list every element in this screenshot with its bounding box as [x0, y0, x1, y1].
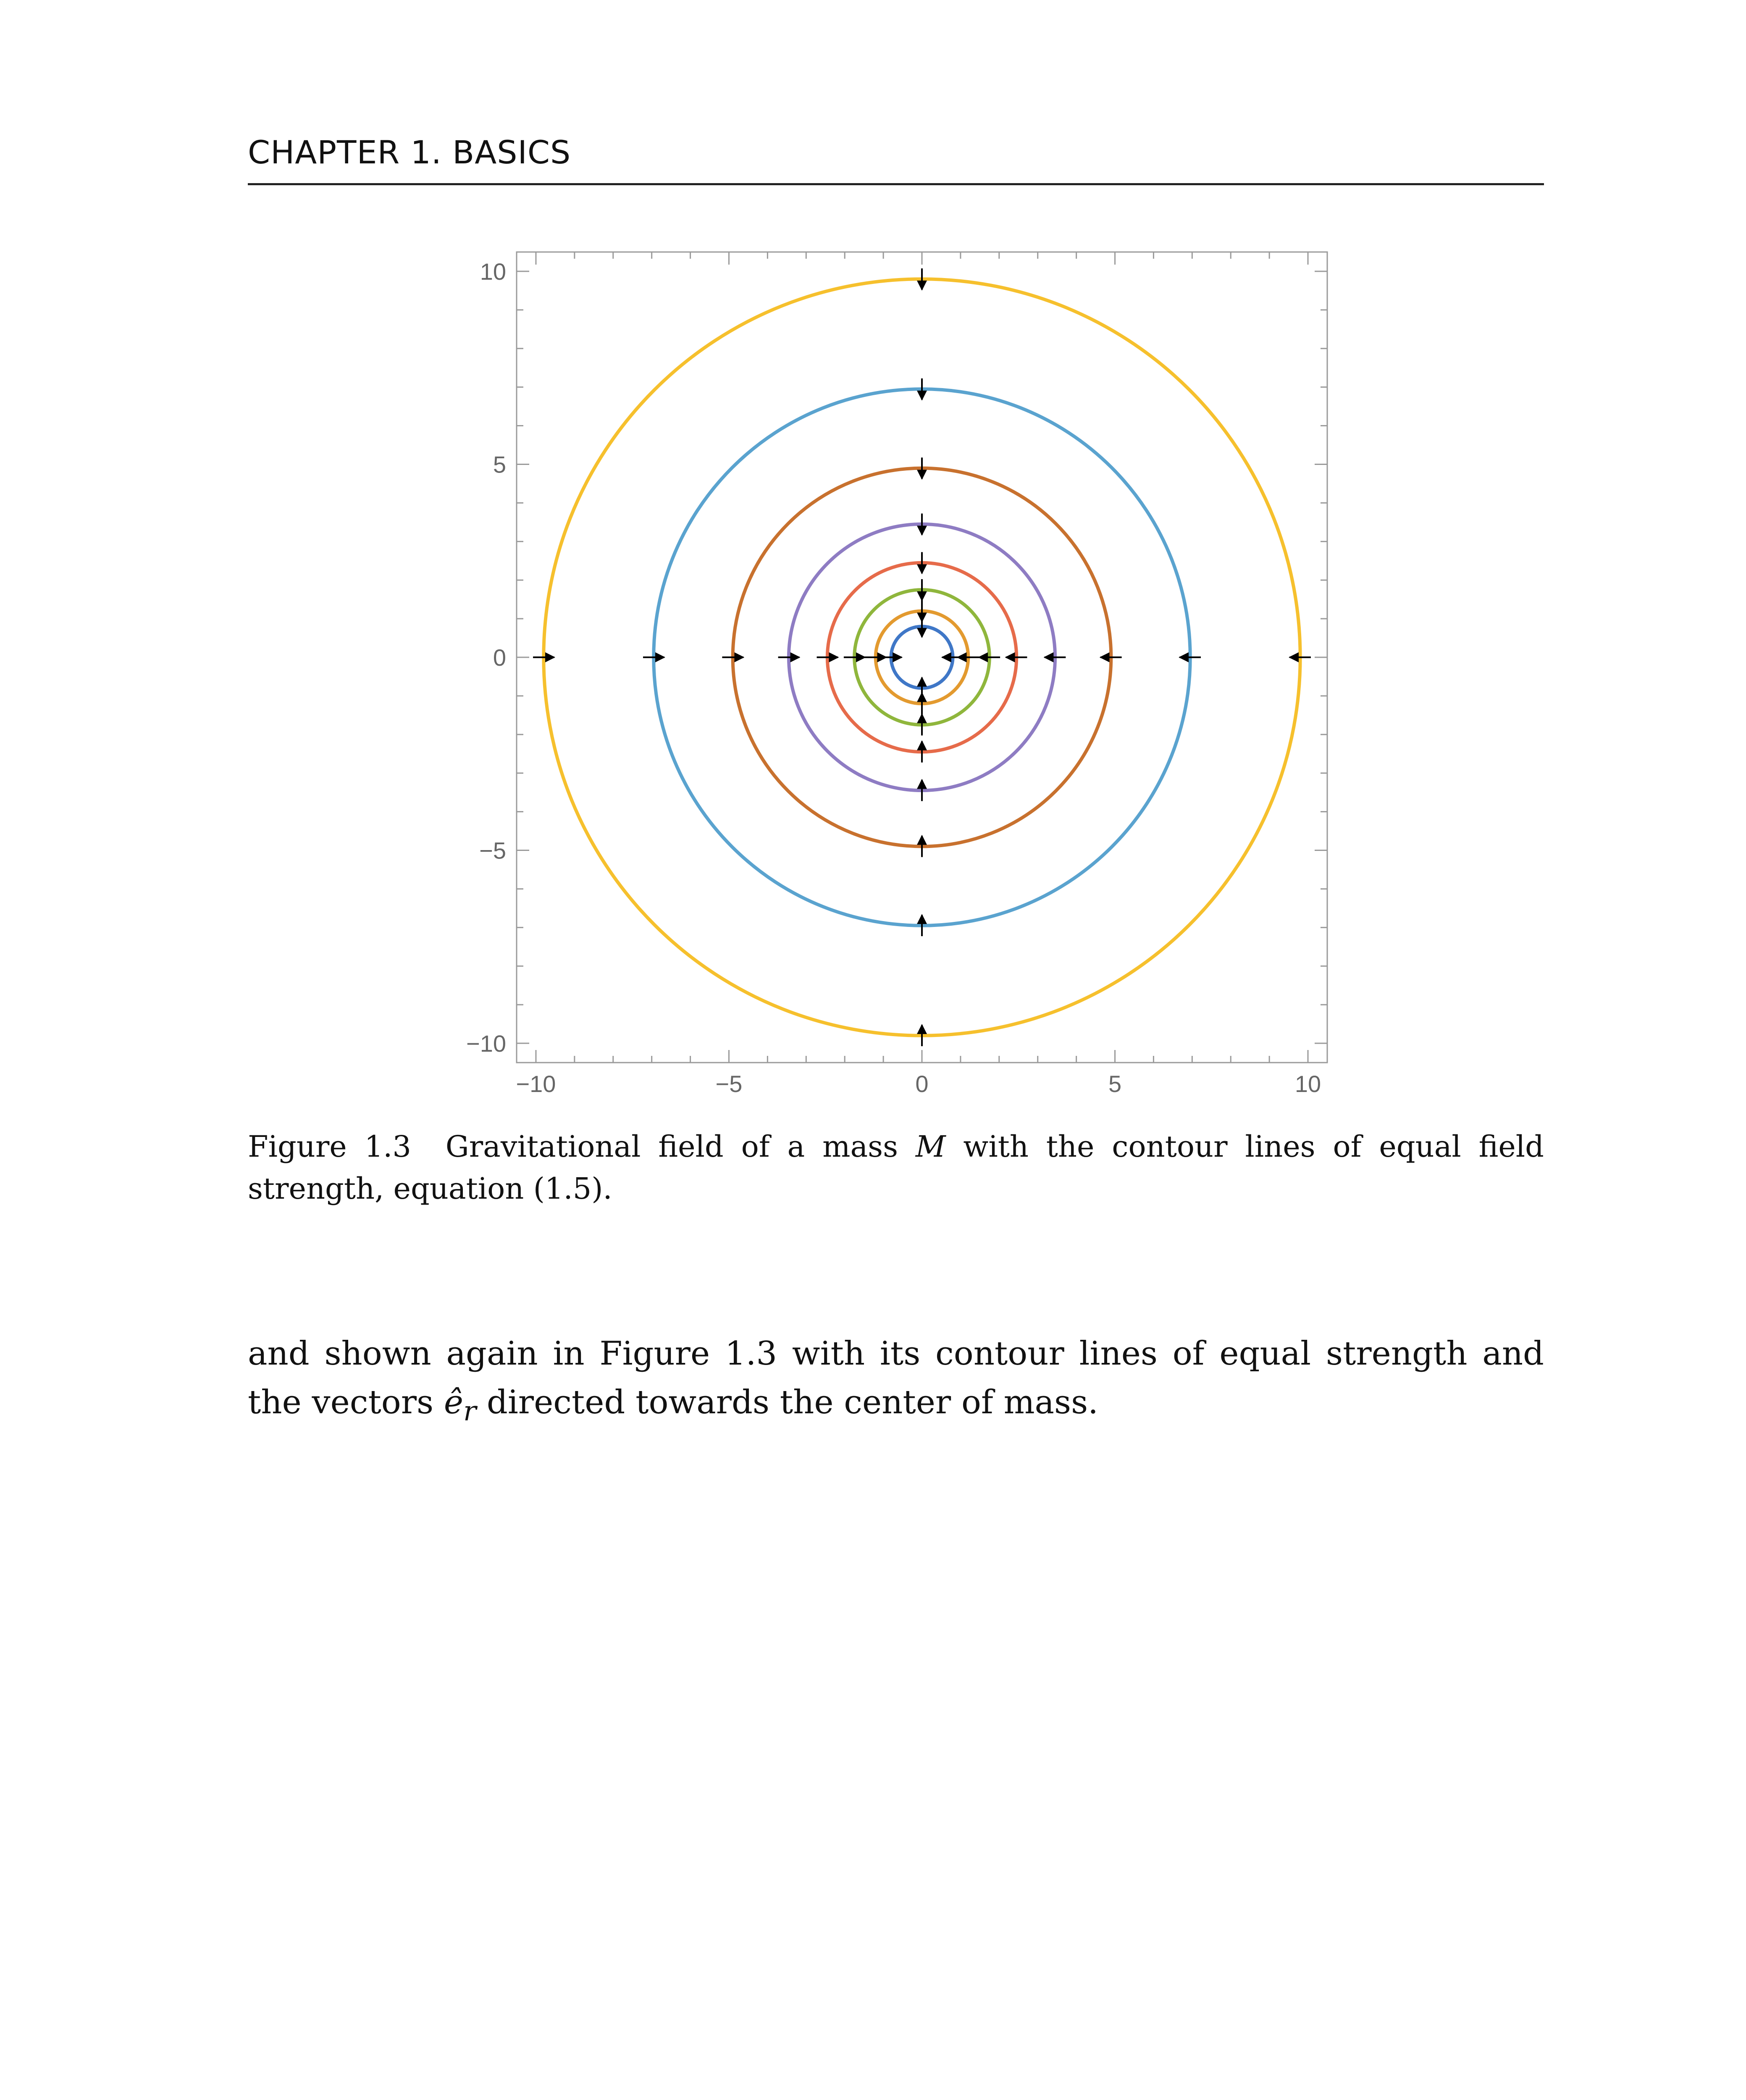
- plot-frame: [517, 252, 1327, 1063]
- body-text-end: directed towards the center of mass.: [476, 1383, 1098, 1421]
- field-vectors: [533, 268, 1311, 1046]
- unit-vector-symbol: [444, 1383, 477, 1427]
- y-tick-label: −5: [479, 837, 506, 864]
- x-tick-label: 5: [1108, 1071, 1122, 1097]
- y-tick-label: −10: [466, 1030, 506, 1057]
- unit-vector-subscript: r: [463, 1395, 477, 1427]
- x-tick-label: 10: [1294, 1071, 1321, 1097]
- x-tick-label: −5: [715, 1071, 743, 1097]
- figure-caption: [248, 1126, 1544, 1210]
- unit-vector-base: ê: [444, 1383, 464, 1421]
- x-tick-label: 0: [915, 1071, 929, 1097]
- caption-text-end: with the contour lines of equal field strength, equation (1.5).: [248, 1129, 1544, 1206]
- y-tick-label: 5: [493, 451, 506, 478]
- caption-text-start: Gravitational field of a mass: [445, 1129, 916, 1164]
- caption-symbol-mass: M: [915, 1129, 946, 1164]
- running-head: CHAPTER 1. BASICS: [248, 134, 571, 171]
- y-tick-label: 0: [493, 644, 506, 671]
- contour-plot-svg: [445, 235, 1336, 1109]
- y-tick-label: 10: [480, 258, 506, 285]
- x-tick-label: −10: [516, 1071, 556, 1097]
- body-text-start: and shown again in Figure 1.3 with its contour lines of equal strength and the vectors: [248, 1335, 1544, 1421]
- figure-contour-plot: [445, 235, 1336, 1109]
- figure-label: Figure 1.3: [248, 1129, 411, 1164]
- body-paragraph: [248, 1329, 1544, 1436]
- header-rule: [248, 183, 1544, 185]
